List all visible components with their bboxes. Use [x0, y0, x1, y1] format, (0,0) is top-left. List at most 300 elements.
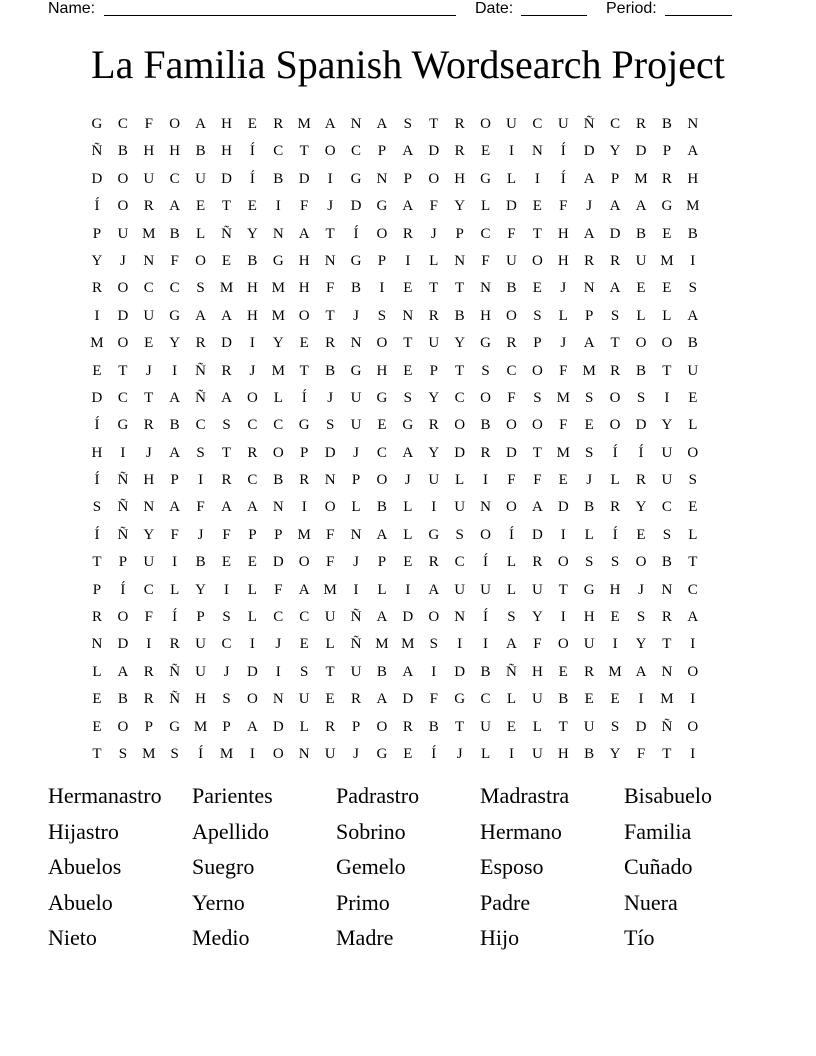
grid-letter[interactable]: B	[117, 691, 128, 708]
grid-letter[interactable]: R	[610, 499, 621, 516]
grid-letter[interactable]: H	[480, 307, 491, 324]
grid-letter[interactable]: H	[376, 362, 388, 379]
grid-letter[interactable]: D	[91, 170, 103, 187]
grid-letter[interactable]: I	[249, 745, 255, 762]
grid-letter[interactable]: A	[169, 499, 181, 516]
grid-letter[interactable]: H	[246, 307, 258, 324]
grid-letter[interactable]: D	[635, 417, 647, 434]
grid-letter[interactable]: L	[688, 417, 698, 434]
grid-letter[interactable]: A	[609, 280, 621, 297]
grid-letter[interactable]: B	[376, 663, 387, 680]
grid-letter[interactable]: L	[377, 581, 387, 598]
grid-letter[interactable]: N	[350, 116, 362, 132]
grid-letter[interactable]: B	[635, 225, 646, 242]
grid-letter[interactable]: Y	[454, 335, 466, 352]
grid-letter[interactable]: G	[117, 417, 129, 434]
grid-letter[interactable]: M	[556, 389, 570, 406]
grid-letter[interactable]: G	[350, 252, 362, 269]
grid-letter[interactable]: M	[90, 335, 104, 352]
grid-letter[interactable]: C	[506, 362, 517, 379]
grid-letter[interactable]: I	[146, 636, 152, 653]
grid-letter[interactable]: I	[327, 170, 333, 187]
grid-letter[interactable]: U	[480, 718, 491, 735]
grid-letter[interactable]: E	[221, 252, 232, 269]
grid-letter[interactable]: A	[402, 444, 414, 461]
grid-letter[interactable]: D	[609, 225, 621, 242]
grid-letter[interactable]: S	[196, 280, 205, 297]
grid-letter[interactable]: T	[662, 636, 672, 653]
grid-letter[interactable]: H	[609, 581, 621, 598]
grid-letter[interactable]: H	[298, 252, 310, 269]
grid-letter[interactable]: A	[376, 116, 388, 132]
grid-letter[interactable]: E	[532, 280, 542, 297]
grid-letter[interactable]: P	[455, 225, 464, 242]
grid-letter[interactable]: U	[531, 745, 543, 762]
grid-letter[interactable]: C	[143, 581, 154, 598]
grid-letter[interactable]: C	[195, 417, 206, 434]
grid-letter[interactable]: R	[428, 417, 439, 434]
grid-letter[interactable]: D	[506, 444, 517, 461]
grid-letter[interactable]: D	[506, 198, 517, 215]
grid-letter[interactable]: L	[584, 526, 594, 543]
grid-letter[interactable]: P	[585, 307, 594, 324]
grid-letter[interactable]: R	[143, 663, 154, 680]
grid-letter[interactable]: S	[455, 526, 464, 543]
grid-letter[interactable]: I	[198, 472, 204, 489]
grid-letter[interactable]: B	[351, 280, 362, 297]
grid-letter[interactable]: L	[610, 472, 620, 489]
grid-letter[interactable]: D	[583, 143, 595, 160]
grid-letter[interactable]: D	[91, 389, 103, 406]
grid-letter[interactable]: J	[560, 335, 567, 352]
grid-letter[interactable]: G	[272, 252, 284, 269]
grid-letter[interactable]: L	[92, 663, 102, 680]
grid-letter[interactable]: B	[635, 362, 646, 379]
grid-letter[interactable]: Y	[609, 143, 621, 160]
grid-letter[interactable]: Í	[431, 745, 437, 762]
grid-letter[interactable]: O	[506, 417, 517, 434]
grid-letter[interactable]: F	[636, 745, 646, 762]
grid-letter[interactable]: P	[377, 252, 387, 269]
grid-letter[interactable]: A	[402, 663, 414, 680]
grid-letter[interactable]: I	[120, 444, 126, 461]
grid-letter[interactable]: F	[559, 198, 568, 215]
grid-letter[interactable]: Y	[454, 198, 466, 215]
grid-letter[interactable]: S	[92, 499, 102, 516]
grid-letter[interactable]: L	[480, 198, 491, 215]
grid-letter[interactable]: Í	[612, 526, 618, 543]
grid-letter[interactable]: L	[351, 499, 361, 516]
grid-letter[interactable]: B	[687, 335, 698, 352]
grid-letter[interactable]: T	[688, 554, 698, 571]
grid-letter[interactable]: P	[248, 526, 257, 543]
grid-letter[interactable]: J	[353, 444, 359, 461]
grid-letter[interactable]: C	[117, 116, 128, 132]
grid-letter[interactable]: S	[636, 609, 646, 626]
grid-letter[interactable]: J	[404, 472, 411, 489]
grid-letter[interactable]: Í	[94, 526, 100, 543]
grid-letter[interactable]: A	[635, 198, 647, 215]
grid-letter[interactable]: N	[143, 252, 155, 269]
grid-letter[interactable]: M	[401, 636, 415, 653]
grid-letter[interactable]: Ñ	[117, 472, 129, 489]
grid-letter[interactable]: F	[170, 252, 179, 269]
grid-letter[interactable]: P	[300, 444, 309, 461]
grid-letter[interactable]: B	[454, 307, 465, 324]
grid-letter[interactable]: I	[457, 636, 463, 653]
grid-letter[interactable]: S	[688, 472, 697, 489]
grid-letter[interactable]: A	[583, 170, 595, 187]
grid-letter[interactable]: E	[584, 691, 594, 708]
grid-letter[interactable]: U	[350, 417, 362, 434]
grid-letter[interactable]: S	[481, 362, 490, 379]
grid-letter[interactable]: H	[298, 280, 310, 297]
grid-letter[interactable]: L	[325, 636, 335, 653]
grid-letter[interactable]: O	[195, 252, 206, 269]
grid-letter[interactable]: E	[299, 335, 309, 352]
grid-letter[interactable]: G	[480, 335, 491, 352]
grid-letter[interactable]: O	[557, 554, 569, 571]
grid-letter[interactable]: M	[271, 362, 285, 379]
grid-letter[interactable]: E	[247, 554, 257, 571]
grid-letter[interactable]: T	[325, 225, 335, 242]
grid-letter[interactable]: L	[247, 581, 257, 598]
grid-letter[interactable]: D	[454, 444, 466, 461]
grid-letter[interactable]: B	[480, 663, 491, 680]
grid-letter[interactable]: T	[662, 362, 672, 379]
grid-letter[interactable]: M	[375, 636, 389, 653]
grid-letter[interactable]: R	[91, 609, 102, 626]
grid-letter[interactable]: L	[403, 526, 413, 543]
grid-letter[interactable]: R	[428, 307, 439, 324]
grid-letter[interactable]: B	[584, 499, 595, 516]
grid-letter[interactable]: T	[429, 280, 439, 297]
grid-letter[interactable]: P	[222, 718, 231, 735]
grid-letter[interactable]: T	[558, 581, 568, 598]
grid-letter[interactable]: I	[690, 745, 696, 762]
grid-letter[interactable]: N	[324, 252, 336, 269]
grid-letter[interactable]: P	[118, 554, 128, 571]
grid-letter[interactable]: L	[506, 170, 517, 187]
grid-letter[interactable]: O	[324, 143, 336, 160]
grid-letter[interactable]: R	[273, 116, 284, 132]
grid-letter[interactable]: I	[405, 581, 411, 598]
grid-letter[interactable]: Y	[661, 417, 673, 434]
grid-letter[interactable]: R	[480, 444, 491, 461]
grid-letter[interactable]: T	[403, 335, 413, 352]
grid-letter[interactable]: A	[221, 499, 232, 516]
grid-letter[interactable]: O	[687, 444, 699, 461]
grid-letter[interactable]: U	[557, 116, 569, 132]
grid-letter[interactable]: T	[532, 444, 542, 461]
grid-letter[interactable]: J	[197, 526, 204, 543]
grid-letter[interactable]: O	[609, 417, 621, 434]
grid-letter[interactable]: T	[558, 718, 568, 735]
grid-letter[interactable]: A	[246, 499, 258, 516]
grid-letter[interactable]: T	[610, 335, 620, 352]
grid-letter[interactable]: B	[584, 745, 595, 762]
grid-letter[interactable]: D	[402, 609, 414, 626]
grid-letter[interactable]: I	[275, 198, 281, 215]
grid-letter[interactable]: I	[431, 663, 437, 680]
grid-letter[interactable]: F	[481, 252, 490, 269]
grid-letter[interactable]: B	[273, 170, 284, 187]
grid-letter[interactable]: G	[454, 691, 466, 708]
grid-letter[interactable]: Y	[91, 252, 103, 269]
grid-letter[interactable]: N	[454, 609, 466, 626]
grid-letter[interactable]: R	[325, 335, 336, 352]
grid-letter[interactable]: O	[117, 718, 129, 735]
grid-letter[interactable]: E	[584, 417, 594, 434]
grid-letter[interactable]: A	[169, 389, 181, 406]
grid-letter[interactable]: O	[531, 362, 543, 379]
grid-letter[interactable]: O	[506, 499, 517, 516]
grid-letter[interactable]: P	[429, 362, 438, 379]
grid-letter[interactable]: D	[531, 526, 543, 543]
grid-letter[interactable]: Y	[195, 581, 206, 598]
grid-letter[interactable]: S	[118, 745, 128, 762]
grid-letter[interactable]: B	[428, 718, 439, 735]
grid-letter[interactable]: P	[196, 609, 205, 626]
grid-letter[interactable]: P	[351, 472, 361, 489]
grid-letter[interactable]: U	[480, 581, 491, 598]
grid-letter[interactable]: O	[557, 636, 569, 653]
grid-letter[interactable]: O	[428, 609, 440, 626]
grid-letter[interactable]: H	[221, 143, 232, 160]
grid-letter[interactable]: Ñ	[583, 116, 595, 132]
grid-letter[interactable]: M	[686, 198, 700, 215]
grid-letter[interactable]: E	[299, 636, 309, 653]
grid-letter[interactable]: P	[170, 472, 179, 489]
grid-letter[interactable]: M	[323, 581, 337, 598]
grid-letter[interactable]: E	[403, 362, 413, 379]
grid-letter[interactable]: B	[169, 225, 180, 242]
grid-letter[interactable]: I	[431, 499, 437, 516]
grid-letter[interactable]: S	[377, 307, 387, 324]
grid-letter[interactable]: U	[454, 581, 466, 598]
grid-letter[interactable]: R	[91, 280, 102, 297]
grid-letter[interactable]: B	[376, 499, 387, 516]
grid-letter[interactable]: R	[143, 417, 154, 434]
grid-letter[interactable]: C	[273, 143, 284, 160]
grid-letter[interactable]: O	[117, 335, 129, 352]
grid-letter[interactable]: G	[661, 198, 673, 215]
grid-letter[interactable]: S	[662, 526, 672, 543]
grid-letter[interactable]: H	[169, 143, 181, 160]
grid-letter[interactable]: N	[583, 280, 595, 297]
grid-letter[interactable]: U	[506, 116, 517, 132]
grid-letter[interactable]: G	[480, 170, 491, 187]
grid-letter[interactable]: L	[662, 307, 672, 324]
grid-letter[interactable]: D	[221, 170, 232, 187]
grid-letter[interactable]: S	[222, 417, 231, 434]
grid-letter[interactable]: R	[661, 609, 672, 626]
grid-letter[interactable]: E	[636, 526, 646, 543]
grid-letter[interactable]: D	[635, 143, 647, 160]
grid-letter[interactable]: T	[455, 280, 465, 297]
grid-letter[interactable]: Í	[560, 143, 566, 160]
grid-letter[interactable]: M	[608, 663, 622, 680]
grid-letter[interactable]: Ñ	[661, 718, 673, 735]
grid-letter[interactable]: B	[480, 417, 491, 434]
grid-letter[interactable]: A	[195, 307, 206, 324]
grid-letter[interactable]: M	[660, 252, 674, 269]
grid-letter[interactable]: R	[402, 718, 413, 735]
grid-letter[interactable]: U	[195, 663, 206, 680]
grid-letter[interactable]: F	[559, 362, 568, 379]
grid-letter[interactable]: C	[376, 444, 387, 461]
grid-letter[interactable]: B	[558, 691, 569, 708]
grid-letter[interactable]: P	[92, 225, 102, 242]
grid-letter[interactable]: T	[299, 143, 309, 160]
grid-letter[interactable]: O	[324, 499, 336, 516]
grid-letter[interactable]: Í	[483, 554, 489, 571]
grid-letter[interactable]: U	[635, 252, 647, 269]
grid-letter[interactable]: O	[687, 663, 699, 680]
grid-letter[interactable]: N	[143, 499, 155, 516]
grid-letter[interactable]: T	[221, 444, 232, 461]
grid-letter[interactable]: R	[506, 335, 517, 352]
grid-letter[interactable]: E	[195, 198, 206, 215]
grid-letter[interactable]: C	[169, 170, 180, 187]
grid-letter[interactable]: C	[687, 581, 698, 598]
grid-letter[interactable]: L	[273, 389, 283, 406]
grid-letter[interactable]: P	[92, 581, 102, 598]
grid-letter[interactable]: A	[376, 526, 388, 543]
grid-letter[interactable]: R	[610, 362, 621, 379]
grid-letter[interactable]: D	[635, 718, 647, 735]
grid-letter[interactable]: R	[299, 472, 310, 489]
grid-letter[interactable]: I	[560, 526, 566, 543]
grid-letter[interactable]: M	[219, 745, 234, 762]
grid-letter[interactable]: Y	[635, 499, 647, 516]
grid-letter[interactable]: I	[560, 609, 566, 626]
grid-letter[interactable]: A	[635, 663, 647, 680]
grid-letter[interactable]: D	[454, 663, 466, 680]
grid-letter[interactable]: O	[454, 417, 466, 434]
grid-letter[interactable]: J	[353, 745, 359, 762]
grid-letter[interactable]: A	[531, 499, 543, 516]
grid-letter[interactable]: E	[403, 554, 413, 571]
grid-letter[interactable]: D	[272, 554, 284, 571]
grid-letter[interactable]: Y	[246, 225, 258, 242]
grid-letter[interactable]: L	[532, 718, 542, 735]
grid-letter[interactable]: G	[402, 417, 414, 434]
grid-letter[interactable]: B	[273, 472, 284, 489]
grid-letter[interactable]: E	[558, 663, 568, 680]
grid-letter[interactable]: P	[377, 554, 387, 571]
grid-letter[interactable]: C	[610, 116, 621, 132]
grid-letter[interactable]: C	[454, 389, 465, 406]
grid-letter[interactable]: Í	[94, 472, 100, 489]
grid-letter[interactable]: J	[327, 198, 334, 215]
grid-letter[interactable]: B	[687, 225, 698, 242]
grid-letter[interactable]: Y	[169, 335, 181, 352]
grid-letter[interactable]: S	[507, 609, 516, 626]
grid-letter[interactable]: I	[664, 389, 670, 406]
grid-letter[interactable]: I	[223, 581, 229, 598]
grid-letter[interactable]: T	[144, 389, 154, 406]
grid-letter[interactable]: C	[480, 691, 491, 708]
grid-letter[interactable]: N	[687, 116, 699, 132]
grid-letter[interactable]: E	[247, 116, 257, 132]
grid-letter[interactable]: R	[402, 225, 413, 242]
grid-letter[interactable]: N	[272, 499, 284, 516]
grid-letter[interactable]: M	[297, 116, 311, 132]
grid-letter[interactable]: O	[376, 718, 388, 735]
grid-letter[interactable]: J	[327, 389, 334, 406]
grid-letter[interactable]: I	[405, 252, 411, 269]
grid-letter[interactable]: Ñ	[195, 362, 206, 379]
grid-letter[interactable]: Í	[638, 444, 644, 461]
grid-letter[interactable]: A	[298, 225, 310, 242]
grid-letter[interactable]: C	[273, 609, 284, 626]
grid-letter[interactable]: F	[196, 499, 205, 516]
grid-letter[interactable]: E	[377, 417, 387, 434]
grid-letter[interactable]: Í	[198, 745, 204, 762]
grid-letter[interactable]: N	[661, 663, 673, 680]
grid-letter[interactable]: E	[325, 691, 335, 708]
grid-letter[interactable]: P	[377, 143, 387, 160]
grid-letter[interactable]: A	[376, 691, 388, 708]
grid-letter[interactable]: G	[428, 526, 440, 543]
grid-letter[interactable]: F	[274, 581, 283, 598]
grid-letter[interactable]: A	[298, 581, 310, 598]
grid-letter[interactable]: P	[144, 718, 153, 735]
grid-letter[interactable]: L	[480, 745, 491, 762]
grid-letter[interactable]: F	[533, 636, 542, 653]
grid-letter[interactable]: J	[456, 745, 463, 762]
grid-letter[interactable]: R	[635, 472, 646, 489]
grid-letter[interactable]: D	[557, 499, 569, 516]
grid-letter[interactable]: N	[376, 170, 388, 187]
grid-letter[interactable]: O	[506, 307, 517, 324]
grid-letter[interactable]: F	[429, 691, 438, 708]
grid-letter[interactable]: L	[688, 526, 698, 543]
grid-letter[interactable]: Y	[428, 444, 440, 461]
grid-letter[interactable]: D	[221, 335, 232, 352]
grid-letter[interactable]: S	[170, 745, 179, 762]
grid-letter[interactable]: B	[661, 554, 672, 571]
grid-letter[interactable]: O	[376, 472, 388, 489]
grid-letter[interactable]: F	[300, 198, 309, 215]
grid-letter[interactable]: H	[143, 143, 155, 160]
grid-letter[interactable]: S	[610, 554, 620, 571]
grid-letter[interactable]: R	[195, 335, 206, 352]
grid-letter[interactable]: M	[297, 526, 311, 543]
grid-letter[interactable]: J	[560, 280, 567, 297]
grid-letter[interactable]: M	[271, 307, 285, 324]
grid-letter[interactable]: R	[584, 663, 595, 680]
grid-letter[interactable]: O	[480, 116, 491, 132]
grid-letter[interactable]: F	[429, 198, 438, 215]
grid-letter[interactable]: H	[221, 116, 232, 132]
grid-letter[interactable]: H	[687, 170, 699, 187]
grid-letter[interactable]: M	[193, 718, 208, 735]
grid-letter[interactable]: S	[585, 554, 594, 571]
grid-letter[interactable]: B	[195, 554, 206, 571]
grid-letter[interactable]: M	[556, 444, 570, 461]
grid-letter[interactable]: U	[143, 554, 155, 571]
grid-letter[interactable]: Í	[94, 417, 100, 434]
grid-letter[interactable]: H	[531, 663, 543, 680]
grid-letter[interactable]: H	[557, 745, 569, 762]
grid-letter[interactable]: F	[507, 225, 516, 242]
grid-letter[interactable]: N	[272, 225, 284, 242]
grid-letter[interactable]: L	[299, 718, 309, 735]
grid-letter[interactable]: A	[609, 198, 621, 215]
grid-letter[interactable]: F	[507, 472, 516, 489]
